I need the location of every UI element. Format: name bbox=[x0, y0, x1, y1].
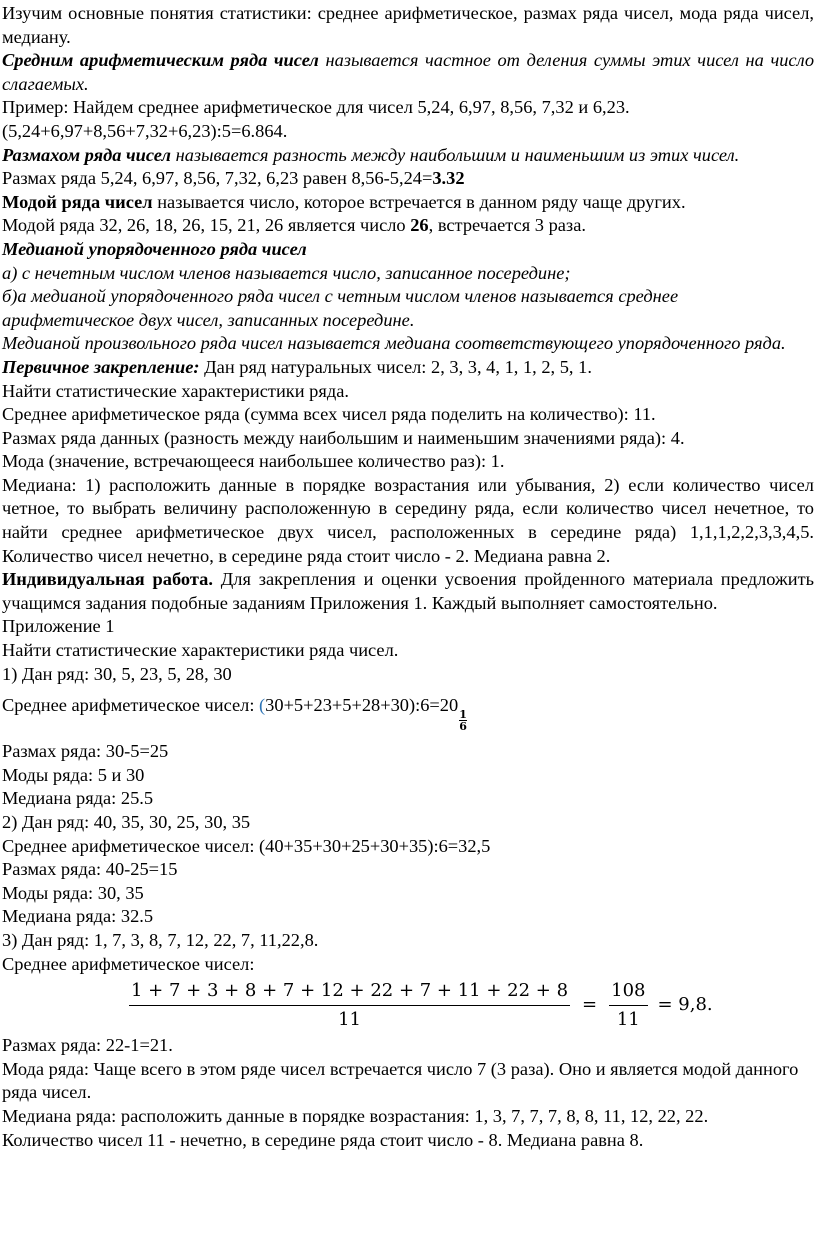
median-even: б)а медианой упорядоченного ряда чисел с четным числом членов называется среднее арифметическое двух чисел, записанных посередине. bbox=[2, 286, 679, 330]
mean-definition-text: называется частное от деления суммы этих чисел на число слагаемых. bbox=[2, 50, 815, 94]
task-1-mean-fraction bbox=[459, 709, 467, 732]
task-2-mean: Среднее арифметическое чисел: (40+35+30+25+30+35):6=32,5 bbox=[2, 835, 491, 856]
equation-result: = 9,8. bbox=[657, 994, 713, 1016]
task-2-given: 2) Дан ряд: 40, 35, 30, 25, 30, 35 bbox=[2, 812, 251, 832]
median-arbitrary: Медианой произвольного ряда чисел называется медиана соответствующего упорядоченного ряда. bbox=[2, 333, 786, 354]
task-3-mean-label: Среднее арифметическое чисел: bbox=[2, 953, 255, 974]
mode-term: Модой ряда чисел bbox=[2, 191, 153, 212]
individual-term: Индивидуальная работа. bbox=[2, 569, 213, 590]
task-2-mode: Моды ряда: 30, 35 bbox=[2, 882, 144, 903]
individual-text: Для закрепления и оценки усвоения пройденного материала предложить учащимся задания подобные заданиям Приложения 1. Каждый выполняет самостоятельно. bbox=[2, 569, 814, 613]
sum-denominator: 11 bbox=[129, 1005, 570, 1032]
task-1-mean-label: Среднее арифметическое чисел: bbox=[2, 695, 260, 716]
individual-work bbox=[2, 568, 814, 615]
appendix-task: Найти статистические характеристики ряда чисел. bbox=[2, 640, 399, 661]
mode-definition bbox=[2, 191, 814, 215]
mean-definition bbox=[2, 49, 814, 96]
task-2-range: Размах ряда: 40-25=15 bbox=[2, 859, 178, 880]
range-example bbox=[2, 167, 814, 191]
equals-sign: = bbox=[582, 994, 598, 1016]
task-1-mean-calc: 30+5+23+5+28+30):6=20 bbox=[265, 695, 459, 716]
sum-fraction bbox=[129, 979, 570, 1032]
total-denominator: 11 bbox=[609, 1005, 647, 1032]
total-fraction bbox=[609, 979, 647, 1032]
median-title: Медианой упорядоченного ряда чисел bbox=[2, 238, 307, 259]
mode-example bbox=[2, 214, 814, 238]
mode-example-tail: , встречается 3 раза. bbox=[428, 215, 586, 236]
mode-example-result: 26 bbox=[410, 215, 429, 236]
task-3-range: Размах ряда: 22-1=21. bbox=[2, 1035, 173, 1056]
appendix-title: Приложение 1 bbox=[2, 616, 115, 637]
task-1-mean-paren: ( bbox=[259, 695, 266, 716]
task-2-median: Медиана ряда: 32.5 bbox=[2, 906, 154, 927]
task-1-mean bbox=[2, 694, 814, 732]
primary-mean: Среднее арифметическое ряда (сумма всех чисел ряда поделить на количество): 11. bbox=[2, 404, 656, 425]
task-1-given: 1) Дан ряд: 30, 5, 23, 5, 28, 30 bbox=[2, 663, 232, 684]
primary-median: Медиана: 1) расположить данные в порядке возрастания или убывания, 2) если количество чисел четное, то выбрать величину расположенную в середину ряда, если количество чисел нечетное, то найти среднее арифметическое двух чисел, расположенных в середине ряда) 1,1,1,2,2,3,3,4,5. Количество чисел нечетно, в середине ряда стоит число - 2. Медиана равна 2. bbox=[2, 474, 814, 566]
range-definition-text: называется разность между наибольшим и наименьшим из этих чисел. bbox=[170, 144, 740, 165]
fraction-numerator: 1 bbox=[459, 708, 467, 722]
primary-mode: Мода (значение, встречающееся наибольшее количество раз): 1. bbox=[2, 451, 505, 472]
fraction-denominator: 6 bbox=[459, 720, 467, 734]
primary-text: Дан ряд натуральных чисел: 2, 3, 3, 4, 1, 1, 2, 5, 1. bbox=[199, 356, 592, 377]
task-3-median-2: Количество чисел 11 - нечетно, в середине ряда стоит число - 8. Медиана равна 8. bbox=[2, 1129, 644, 1150]
task-1-mode: Моды ряда: 5 и 30 bbox=[2, 764, 145, 785]
example-1-calc: (5,24+6,97+8,56+7,32+6,23):5=6.864. bbox=[2, 120, 288, 141]
find-characteristics: Найти статистические характеристики ряда. bbox=[2, 380, 349, 401]
primary-reinforcement bbox=[2, 356, 814, 380]
task-3-mode: Мода ряда: Чаще всего в этом ряде чисел встречается число 7 (3 раза). Оно и является модой данного ряда чисел. bbox=[2, 1058, 799, 1103]
range-example-text: Размах ряда 5,24, 6,97, 8,56, 7,32, 6,23 равен 8,56-5,24= bbox=[2, 168, 433, 189]
range-definition bbox=[2, 144, 814, 168]
mean-term: Средним арифметическим ряда чисел bbox=[2, 50, 319, 71]
mode-example-text: Модой ряда 32, 26, 18, 26, 15, 21, 26 является число bbox=[2, 215, 411, 236]
total-numerator: 108 bbox=[611, 979, 646, 1001]
range-term: Размахом ряда чисел bbox=[2, 144, 171, 165]
task-1-median: Медиана ряда: 25.5 bbox=[2, 788, 154, 809]
task-3-mean-equation bbox=[2, 976, 814, 1034]
example-1: Пример: Найдем среднее арифметическое для чисел 5,24, 6,97, 8,56, 7,32 и 6,23. bbox=[2, 97, 630, 118]
task-1-range: Размах ряда: 30-5=25 bbox=[2, 741, 169, 762]
primary-range: Размах ряда данных (разность между наибольшим и наименьшим значениями ряда): 4. bbox=[2, 427, 685, 448]
task-3-median-1: Медиана ряда: расположить данные в порядке возрастания: 1, 3, 7, 7, 7, 8, 8, 11, 12, 22, 22. bbox=[2, 1105, 709, 1126]
primary-term: Первичное закрепление: bbox=[2, 356, 200, 377]
median-odd: а) с нечетным числом членов называется число, записанное посередине; bbox=[2, 262, 571, 283]
range-example-result: 3.32 bbox=[432, 168, 465, 189]
sum-numerator: 1 + 7 + 3 + 8 + 7 + 12 + 22 + 7 + 11 + 22 + 8 bbox=[131, 979, 569, 1001]
mode-definition-text: называется число, которое встречается в данном ряду чаще других. bbox=[152, 191, 686, 212]
intro-paragraph: Изучим основные понятия статистики: среднее арифметическое, размах ряда чисел, мода ряда чисел, медиану. bbox=[2, 3, 814, 47]
task-3-given: 3) Дан ряд: 1, 7, 3, 8, 7, 12, 22, 7, 11,22,8. bbox=[2, 929, 319, 950]
